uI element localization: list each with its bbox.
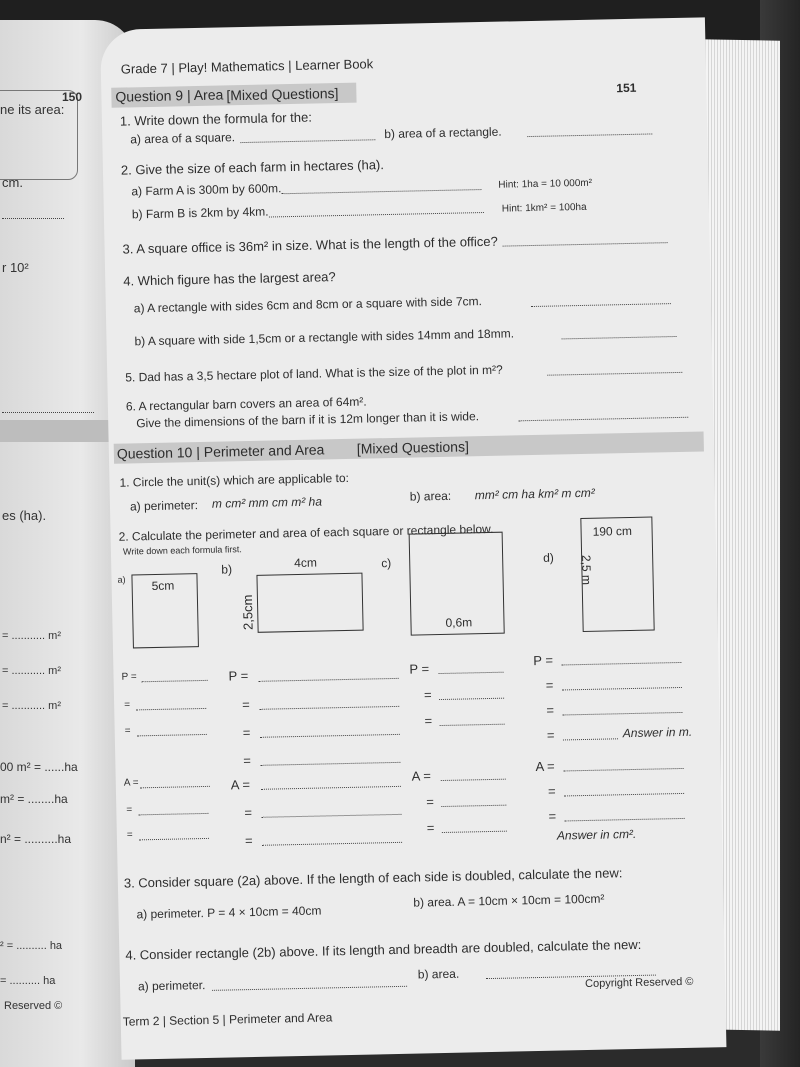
q9-item6b: Give the dimensions of the barn if it is 12m longer than it is wide. [136,409,480,431]
left-fragment-3: r 10² [2,260,29,275]
q9-item4: 4. Which figure has the largest area? [123,269,336,289]
answer-line [518,417,688,422]
fig-b-eq: = [242,697,250,713]
q10-item1a-units: m cm² mm cm m² ha [211,494,323,511]
answer-in-m: Answer in m. [622,724,693,741]
answer-line [527,133,652,137]
answer-line [562,712,682,716]
answer-line [547,372,682,376]
right-page [100,17,726,1059]
fig-d-a-label: A = [535,758,555,775]
fig-d-label: d) [543,550,554,565]
answer-line [259,678,399,682]
fig-b-label: b) [221,562,233,577]
answer-line [531,303,671,307]
left-page-number: 150 [62,90,83,104]
fig-a-eq: = [124,699,131,711]
answer-line [260,762,400,766]
answer-line [440,724,505,726]
fig-c-eq: = [426,794,434,810]
book-header: Grade 7 | Play! Mathematics | Learner Book [120,56,374,77]
q9-item1: 1. Write down the formula for the: [119,109,312,129]
answer-line [563,738,618,740]
answer-line [562,336,677,339]
answer-line [441,779,506,781]
q9-item2: 2. Give the size of each farm in hectares (ha). [120,157,385,178]
answer-line [439,698,504,700]
fig-b-eq: = [244,832,253,849]
answer-line [138,813,208,815]
answer-line [262,814,402,818]
answer-line [503,242,668,246]
q9-item1a: a) area of a square. [130,130,236,147]
answer-line [269,212,484,218]
fig-b-p-label: P = [228,668,249,684]
q9-item2a: a) Farm A is 300m by 600m. [131,181,282,199]
answer-line [562,687,682,691]
left-fragment-12: = .......... ha [0,975,56,987]
answer-line [139,838,209,840]
hint-2: Hint: 1km² = 100ha [501,201,587,215]
fig-d-eq: = [546,727,555,743]
left-fragment-1: ne its area: [0,102,65,117]
fig-b-eq: = [244,804,253,821]
q9-item1b: b) area of a rectangle. [384,124,502,142]
footer-section: Term 2 | Section 5 | Perimeter and Area [122,1010,333,1029]
left-fragment-5: = ........... m² [2,630,61,642]
fig-d-dim1: 190 cm [592,523,633,539]
answer-line [565,818,685,822]
q10-item1b-units: mm² cm ha km² m cm² [474,485,595,503]
fig-a-eq: = [126,829,133,841]
left-fragment-4: es (ha). [2,508,47,523]
fig-d-eq: = [546,702,555,718]
answer-line [561,662,681,666]
fig-c-dim: 0,6m [445,615,473,630]
fig-b-a-label: A = [230,777,251,793]
fig-d-dim2: 2,5 m [579,554,594,586]
fig-d-p-label: P = [533,652,554,669]
footer-copyright: Copyright Reserved © [584,975,694,991]
answer-line [142,680,208,682]
q10-tag: [Mixed Questions] [356,438,470,457]
q9-item4b: b) A square with side 1,5cm or a rectangle with sides 14mm and 18mm. [134,326,515,349]
left-dots [2,218,64,219]
q10-item2: 2. Calculate the perimeter and area of each square or rectangle below. [118,521,494,544]
fig-a-eq: = [124,725,131,737]
answer-in-cm2: Answer in cm². [556,826,637,843]
q9-item3: 3. A square office is 36m² in size. What is the length of the office? [122,233,498,257]
q10-item2-sub: Write down each formula first. [122,544,242,557]
answer-line [212,986,407,991]
q10-item4a: a) perimeter. [137,978,206,994]
answer-line [261,786,401,790]
q10-item3b: b) area. A = 10cm × 10cm = 100cm² [413,891,605,910]
left-fragment-13: Reserved © [4,1000,63,1012]
q10-item3: 3. Consider square (2a) above. If the length of each side is doubled, calculate the new: [123,865,623,891]
fig-c-eq: = [423,687,432,703]
fig-a-eq: = [126,804,133,816]
q10-item3a: a) perimeter. P = 4 × 10cm = 40cm [136,903,322,922]
q10-item1: 1. Circle the unit(s) which are applicable to: [119,470,350,490]
fig-c-a-label: A = [411,768,432,784]
answer-line [281,189,481,194]
fig-b-dim2: 2,5cm [239,594,256,631]
left-fragment-7: = ........... m² [2,700,61,712]
answer-line [140,786,210,788]
fig-d-eq: = [548,808,557,824]
q9-tag: [Mixed Questions] [226,85,339,104]
q9-item6: 6. A rectangular barn covers an area of 64m². [125,394,367,414]
left-dots [2,412,94,413]
fig-b-eq: = [243,753,252,769]
answer-line [442,831,507,833]
answer-line [441,805,506,807]
fig-a-p-label: P = [121,671,137,683]
fig-a-a-label: A = [123,777,139,789]
answer-line [136,708,206,710]
left-fragment-9: m² = ........ha [0,792,68,806]
q10-item4: 4. Consider rectangle (2b) above. If its length and breadth are doubled, calculate the new: [125,936,642,963]
q10-title: Question 10 | Perimeter and Area [116,441,325,462]
fig-b-eq: = [242,725,251,741]
page-number: 151 [616,80,637,96]
answer-line [262,842,402,846]
left-fragment-10: n² = ..........ha [0,832,72,846]
q9-item4a: a) A rectangle with sides 6cm and 8cm or a square with side 7cm. [133,294,483,316]
answer-line [240,139,375,143]
answer-line [439,672,504,674]
q9-item5: 5. Dad has a 3,5 hectare plot of land. What is the size of the plot in m²? [125,362,503,385]
left-fragment-8: 00 m² = ......ha [0,760,78,774]
fig-a-dim: 5cm [151,578,175,594]
left-fragment-11: ² = .......... ha [0,940,63,952]
fig-d-eq: = [545,677,554,693]
fig-c-label: c) [381,556,392,571]
fig-c-eq: = [424,713,433,729]
answer-line [260,734,400,738]
answer-line [564,793,684,797]
q9-item2b: b) Farm B is 2km by 4km. [131,204,269,222]
left-fragment-2: cm. [2,175,23,190]
fig-c-eq: = [426,820,435,836]
q10-item1b-label: b) area: [409,488,452,504]
q10-item1a-label: a) perimeter: [129,498,199,514]
q10-item4b: b) area. [417,966,460,982]
fig-c-p-label: P = [409,661,430,677]
answer-line [564,768,684,772]
q9-title: Question 9 | Area [115,86,224,105]
left-fragment-6: = ........... m² [2,665,61,677]
hint-1: Hint: 1ha = 10 000m² [498,177,593,191]
fig-b-dim1: 4cm [294,555,318,571]
answer-line [259,706,399,710]
figure-b-rectangle [256,573,363,633]
fig-d-eq: = [547,783,556,799]
answer-line [137,734,207,736]
fig-a-label: a) [117,574,126,585]
